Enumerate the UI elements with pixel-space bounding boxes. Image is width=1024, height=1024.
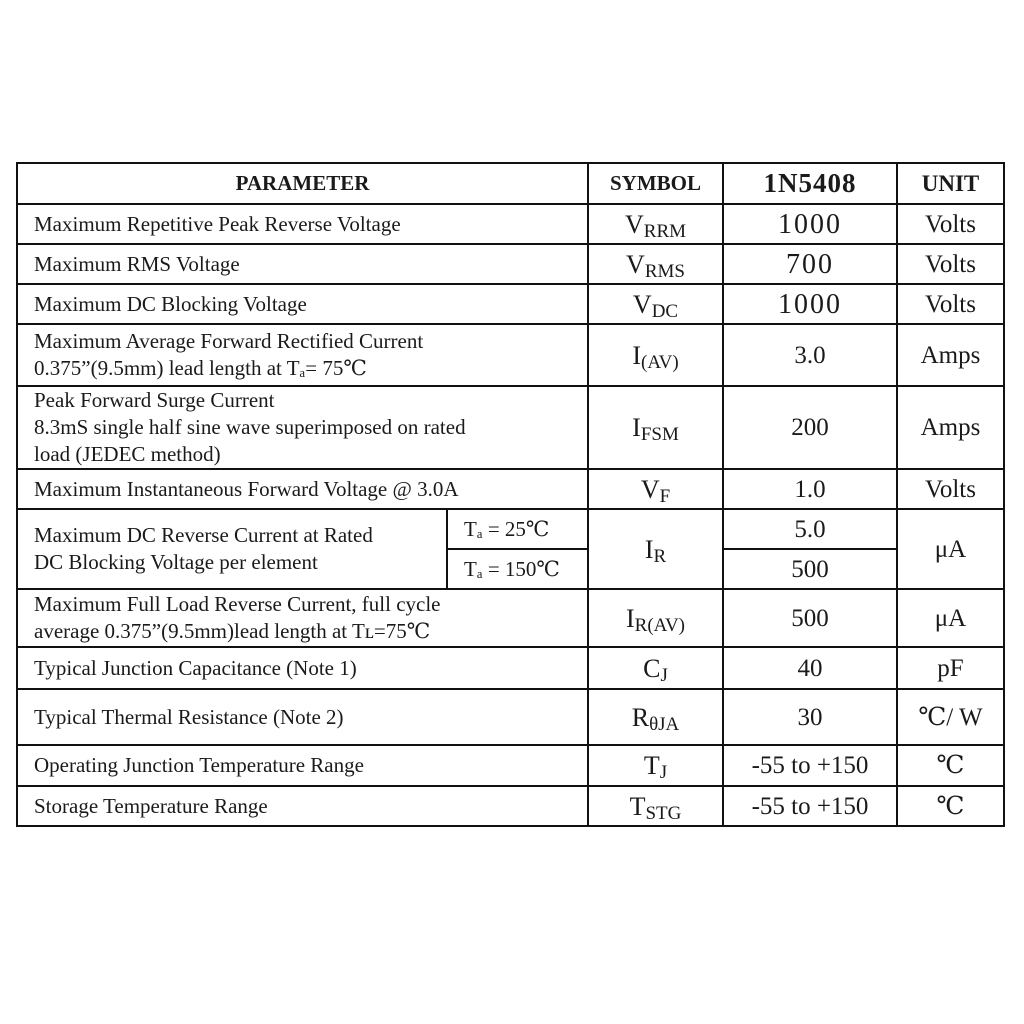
table-row	[17, 689, 1004, 745]
symbol-base: V	[640, 474, 660, 504]
value-cell: 700	[723, 244, 897, 284]
parameter-text: 8.3mS single half sine wave superimposed on rated	[34, 415, 466, 439]
value-cell: 1000	[723, 284, 897, 324]
ratings-table	[16, 162, 1005, 827]
table-row	[17, 589, 1004, 647]
unit-cell: Volts	[897, 204, 1004, 244]
parameter-text: Peak Forward Surge Current	[34, 388, 275, 412]
parameter-text: Typical Junction Capacitance (Note 1)	[34, 655, 357, 680]
value-cell: 1.0	[723, 469, 897, 509]
symbol-cell	[588, 689, 723, 745]
symbol-subscript: R(AV)	[634, 614, 685, 636]
symbol-subscript: R	[653, 545, 667, 567]
symbol-base: V	[624, 209, 644, 239]
unit-cell: ℃	[897, 745, 1004, 786]
parameter-text: Maximum DC Reverse Current at Rated	[34, 523, 373, 547]
symbol-subscript: RMS	[644, 260, 685, 282]
table-row	[17, 647, 1004, 689]
table-row	[17, 469, 1004, 509]
symbol-cell	[588, 204, 723, 244]
value-cell: 40	[723, 647, 897, 689]
symbol-base: R	[631, 702, 650, 732]
unit-cell: ℃/ W	[897, 689, 1004, 745]
symbol-cell	[588, 589, 723, 647]
symbol-base: V	[632, 289, 652, 319]
unit-cell: Volts	[897, 244, 1004, 284]
parameter-text: Typical Thermal Resistance (Note 2)	[34, 704, 344, 729]
header-parameter: PARAMETER	[17, 163, 588, 204]
parameter-cell	[17, 469, 588, 509]
symbol-subscript: RRM	[643, 220, 687, 242]
unit-cell: Amps	[897, 386, 1004, 469]
parameter-cell	[17, 689, 588, 745]
symbol-subscript: FSM	[640, 424, 679, 445]
symbol-cell	[588, 745, 723, 786]
parameter-text: Storage Temperature Range	[34, 793, 268, 818]
symbol-subscript: (AV)	[641, 351, 679, 373]
header-unit: UNIT	[897, 163, 1004, 204]
unit-cell: μA	[897, 509, 1004, 589]
parameter-text: Operating Junction Temperature Range	[34, 753, 364, 777]
value-cell: -55 to +150	[723, 745, 897, 786]
symbol-base: T	[629, 791, 646, 821]
table-row	[17, 786, 1004, 826]
symbol-base: I	[632, 413, 641, 442]
symbol-base: C	[643, 653, 661, 683]
header-symbol: SYMBOL	[588, 163, 723, 204]
condition-cell: Tₐ = 25℃	[447, 509, 588, 549]
table-row	[17, 244, 1004, 284]
parameter-cell	[17, 284, 588, 324]
unit-cell: Volts	[897, 284, 1004, 324]
table-row	[17, 204, 1004, 244]
symbol-base: I	[632, 340, 641, 370]
parameter-text: Maximum Full Load Reverse Current, full cycle	[34, 592, 441, 616]
parameter-cell	[17, 647, 588, 689]
parameter-text: Maximum RMS Voltage	[34, 251, 240, 276]
value-cell: 500	[723, 589, 897, 647]
symbol-cell	[588, 284, 723, 324]
symbol-subscript: J	[660, 664, 668, 686]
header-part-number: 1N5408	[723, 163, 897, 204]
symbol-cell	[588, 324, 723, 386]
unit-cell: ℃	[897, 786, 1004, 826]
table-row	[17, 284, 1004, 324]
header-row	[17, 163, 1004, 204]
value-cell: 30	[723, 689, 897, 745]
symbol-subscript: F	[659, 485, 671, 507]
parameter-text: Maximum Instantaneous Forward Voltage @ 3.0A	[34, 476, 459, 501]
value-cell: 1000	[723, 204, 897, 244]
parameter-cell	[17, 786, 588, 826]
symbol-subscript: θJA	[649, 713, 680, 735]
unit-cell: μA	[897, 589, 1004, 647]
unit-cell: Volts	[897, 469, 1004, 509]
parameter-cell	[17, 745, 588, 786]
value-cell: 500	[723, 549, 897, 589]
symbol-cell	[588, 386, 723, 469]
table-row	[17, 324, 1004, 386]
parameter-text: Maximum Average Forward Rectified Current	[34, 329, 424, 353]
symbol-base: T	[643, 751, 660, 780]
parameter-cell	[17, 244, 588, 284]
parameter-cell	[17, 324, 588, 386]
parameter-text: average 0.375”(9.5mm)lead length at Tʟ=75℃	[34, 619, 431, 643]
table-row	[17, 386, 1004, 469]
parameter-text: 0.375”(9.5mm) lead length at Tₐ= 75℃	[34, 356, 367, 380]
symbol-base: V	[626, 249, 645, 279]
parameter-cell	[17, 589, 588, 647]
parameter-cell	[17, 204, 588, 244]
parameter-text: Maximum Repetitive Peak Reverse Voltage	[34, 211, 401, 236]
parameter-cell	[17, 386, 588, 469]
parameter-cell	[17, 509, 447, 589]
parameter-text: DC Blocking Voltage per element	[34, 550, 318, 574]
unit-cell: pF	[897, 647, 1004, 689]
symbol-subscript: J	[659, 762, 668, 783]
symbol-cell	[588, 244, 723, 284]
unit-cell: Amps	[897, 324, 1004, 386]
parameter-text: load (JEDEC method)	[34, 442, 221, 466]
value-cell: 200	[723, 386, 897, 469]
value-cell: -55 to +150	[723, 786, 897, 826]
symbol-base: I	[626, 603, 635, 633]
symbol-base: I	[644, 534, 654, 564]
table-row	[17, 745, 1004, 786]
condition-cell: Tₐ = 150℃	[447, 549, 588, 589]
symbol-cell	[588, 786, 723, 826]
parameter-text: Maximum DC Blocking Voltage	[34, 291, 307, 316]
table-row	[17, 509, 1004, 549]
symbol-subscript: DC	[651, 300, 679, 322]
value-cell: 3.0	[723, 324, 897, 386]
symbol-cell	[588, 469, 723, 509]
symbol-cell	[588, 647, 723, 689]
symbol-subscript: STG	[645, 802, 682, 824]
value-cell: 5.0	[723, 509, 897, 549]
symbol-cell	[588, 509, 723, 589]
